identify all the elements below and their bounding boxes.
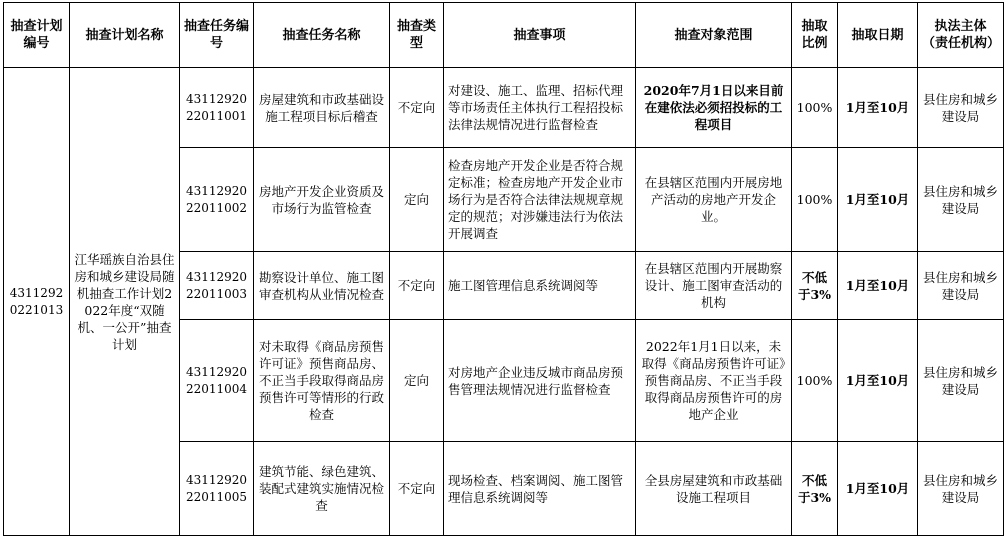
scope-cell: 在县辖区范围内开展房地产活动的房地产开发企业。	[636, 148, 792, 252]
ratio-cell: 100%	[792, 148, 838, 252]
date-cell: 1月至10月	[838, 252, 918, 320]
check-item-cell: 对建设、施工、监理、招标代理等市场责任主体执行工程招投标法律法规情况进行监督检查	[444, 68, 636, 148]
check-type-cell: 不定向	[390, 68, 444, 148]
random-inspection-plan-table	[3, 2, 1004, 536]
header-row	[4, 3, 1004, 68]
ratio-cell: 不低于3%	[792, 442, 838, 536]
header-task-code: 抽查任务编号	[180, 3, 254, 68]
check-type-cell: 定向	[390, 148, 444, 252]
header-plan-code: 抽查计划编号	[4, 3, 70, 68]
date-cell: 1月至10月	[838, 320, 918, 442]
header-check-type: 抽查类型	[390, 3, 444, 68]
check-item-cell: 现场检查、档案调阅、施工图管理信息系统调阅等	[444, 442, 636, 536]
header-plan-name: 抽查计划名称	[70, 3, 180, 68]
ratio-cell: 100%	[792, 68, 838, 148]
task-name-cell: 对未取得《商品房预售许可证》预售商品房、不正当手段取得商品房预售许可等情形的行政检查	[254, 320, 390, 442]
task-code-cell: 4311292022011003	[180, 252, 254, 320]
date-cell: 1月至10月	[838, 442, 918, 536]
header-task-name: 抽查任务名称	[254, 3, 390, 68]
ratio-cell: 不低于3%	[792, 252, 838, 320]
authority-cell: 县住房和城乡建设局	[918, 148, 1004, 252]
check-type-cell: 不定向	[390, 252, 444, 320]
authority-cell: 县住房和城乡建设局	[918, 320, 1004, 442]
plan-code-cell: 43112920221013	[4, 68, 70, 536]
authority-cell: 县住房和城乡建设局	[918, 442, 1004, 536]
scope-cell: 2022年1月1日以来，未取得《商品房预售许可证》预售商品房、不正当手段取得商品房预售许可的房地产企业	[636, 320, 792, 442]
date-cell: 1月至10月	[838, 68, 918, 148]
plan-name-cell: 江华瑶族自治县住房和城乡建设局随机抽查工作计划2022年度“双随机、一公开”抽查计划	[70, 68, 180, 536]
ratio-cell: 100%	[792, 320, 838, 442]
task-code-cell: 4311292022011001	[180, 68, 254, 148]
header-authority: 执法主体（责任机构）	[918, 3, 1004, 68]
task-code-cell: 4311292022011005	[180, 442, 254, 536]
scope-cell: 在县辖区范围内开展勘察设计、施工图审查活动的机构	[636, 252, 792, 320]
date-cell: 1月至10月	[838, 148, 918, 252]
table-row	[4, 68, 1004, 148]
check-item-cell: 施工图管理信息系统调阅等	[444, 252, 636, 320]
task-name-cell: 房地产开发企业资质及市场行为监管检查	[254, 148, 390, 252]
check-item-cell: 对房地产企业违反城市商品房预售管理法规情况进行监督检查	[444, 320, 636, 442]
task-name-cell: 建筑节能、绿色建筑、装配式建筑实施情况检查	[254, 442, 390, 536]
check-type-cell: 定向	[390, 320, 444, 442]
scope-cell: 全县房屋建筑和市政基础设施工程项目	[636, 442, 792, 536]
check-type-cell: 不定向	[390, 442, 444, 536]
task-name-cell: 勘察设计单位、施工图审查机构从业情况检查	[254, 252, 390, 320]
check-item-cell: 检查房地产开发企业是否符合规定标准；检查房地产开发企业市场行为是否符合法律法规规章规定的规范；对涉嫌违法行为依法开展调查	[444, 148, 636, 252]
scope-cell: 2020年7月1日以来目前在建依法必须招投标的工程项目	[636, 68, 792, 148]
task-code-cell: 4311292022011002	[180, 148, 254, 252]
header-ratio: 抽取比例	[792, 3, 838, 68]
header-scope: 抽查对象范围	[636, 3, 792, 68]
task-name-cell: 房屋建筑和市政基础设施工程项目标后稽查	[254, 68, 390, 148]
header-check-item: 抽查事项	[444, 3, 636, 68]
authority-cell: 县住房和城乡建设局	[918, 252, 1004, 320]
task-code-cell: 4311292022011004	[180, 320, 254, 442]
authority-cell: 县住房和城乡建设局	[918, 68, 1004, 148]
header-date: 抽取日期	[838, 3, 918, 68]
